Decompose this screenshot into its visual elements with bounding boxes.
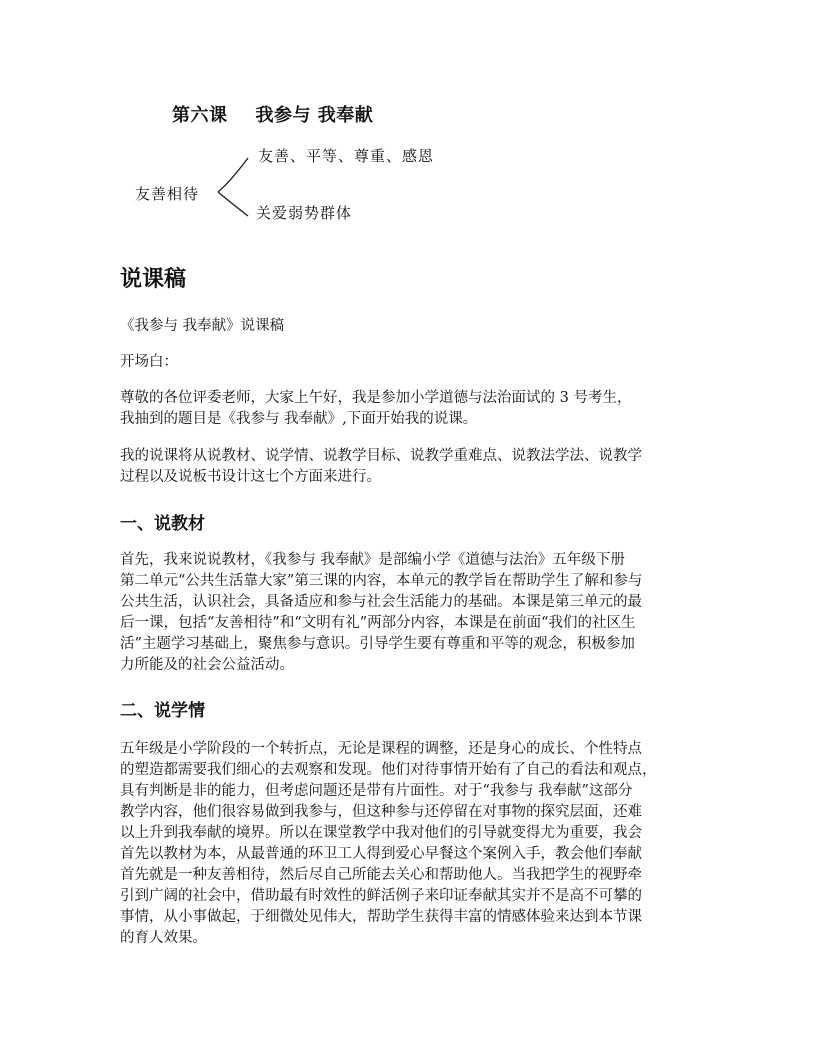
- document-title: [120, 316, 710, 337]
- doc-title-line: 《我参与 我奉献》说课稿: [120, 318, 285, 334]
- opening-label-text: 开场白：: [120, 354, 178, 370]
- paragraph-line: 的塑造都需要我们细心的去观察和发现。他们对待事情开始有了自己的看法和观点，: [120, 762, 657, 778]
- paragraph-line: 的育人效果。: [120, 930, 207, 946]
- paragraph-line: 首先以教材为本，从最普通的环卫工人得到爱心早餐这个案例入手，教会他们奉献: [120, 846, 642, 862]
- section-heading-student-analysis: 二、说学情: [120, 701, 205, 721]
- section-paragraph-student-analysis: [120, 739, 710, 949]
- paragraph-line: 我的说课将从说教材、说学情、说教学目标、说教学重难点、说教法学法、说教学: [120, 448, 642, 464]
- paragraph-line: 第二单元“公共生活靠大家”第三课的内容，本单元的教学旨在帮助学生了解和参与: [120, 573, 643, 589]
- mind-map-branch-upper: 友善、平等、尊重、感恩: [258, 147, 435, 165]
- mind-map-branch-lower: 关爱弱势群体: [256, 204, 353, 222]
- paragraph-line: 以上升到我奉献的境界。所以在课堂教学中我对他们的引导就变得尤为重要，我会: [120, 825, 642, 841]
- mind-map-diagram: [130, 140, 470, 230]
- paragraph-line: 公共生活，认识社会，具备适应和参与社会生活能力的基础。本课是第三单元的最: [120, 594, 642, 610]
- paragraph-line: 后一课，包括“友善相待”和“文明有礼”两部分内容，本课是在前面“我们的社区生: [120, 615, 636, 631]
- paragraph-line: 首先就是一种友善相待，然后尽自己所能去关心和帮助他人。当我把学生的视野牵: [120, 867, 642, 883]
- mind-map-root: 友善相待: [135, 185, 200, 203]
- document-heading: 说课稿: [120, 267, 187, 292]
- connector-upper-line: [218, 158, 248, 192]
- paragraph-line: 具有判断是非的能力，但考虑问题还是带有片面性。对于“我参与 我奉献”这部分: [120, 783, 633, 799]
- outline-paragraph: [120, 446, 710, 488]
- intro-paragraph: [120, 388, 710, 430]
- paragraph-line: 力所能及的社会公益活动。: [120, 657, 294, 673]
- lesson-title: [172, 101, 373, 127]
- paragraph-line: 五年级是小学阶段的一个转折点，无论是课程的调整，还是身心的成长、个性特点: [120, 741, 642, 757]
- opening-label: [120, 352, 710, 373]
- paragraph-line: 我抽到的题目是《我参与 我奉献》,下面开始我的说课。: [120, 411, 478, 427]
- paragraph-line: 引到广阔的社会中，借助最有时效性的鲜活例子来印证奉献其实并不是高不可攀的: [120, 888, 642, 904]
- lesson-number: 第六课: [172, 105, 228, 126]
- paragraph-line: 活”主题学习基础上，聚焦参与意识。引导学生要有尊重和平等的观念，积极参加: [120, 636, 635, 652]
- section-paragraph-textbook: [120, 550, 710, 676]
- section-heading-textbook: 一、说教材: [120, 514, 205, 534]
- paragraph-line: 事情，从小事做起，于细微处见伟大，帮助学生获得丰富的情感体验来达到本节课: [120, 909, 642, 925]
- paragraph-line: 过程以及说板书设计这七个方面来进行。: [120, 469, 381, 485]
- connector-lower-line: [218, 192, 248, 216]
- paragraph-line: 尊敬的各位评委老师，大家上午好，我是参加小学道德与法治面试的 3 号考生，: [120, 390, 632, 406]
- paragraph-line: 首先，我来说说教材，《我参与 我奉献》是部编小学《道德与法治》五年级下册: [120, 552, 625, 568]
- paragraph-line: 教学内容，他们很容易做到我参与，但这种参与还停留在对事物的探究层面，还难: [120, 804, 642, 820]
- lesson-subtitle: 我参与 我奉献: [255, 105, 374, 126]
